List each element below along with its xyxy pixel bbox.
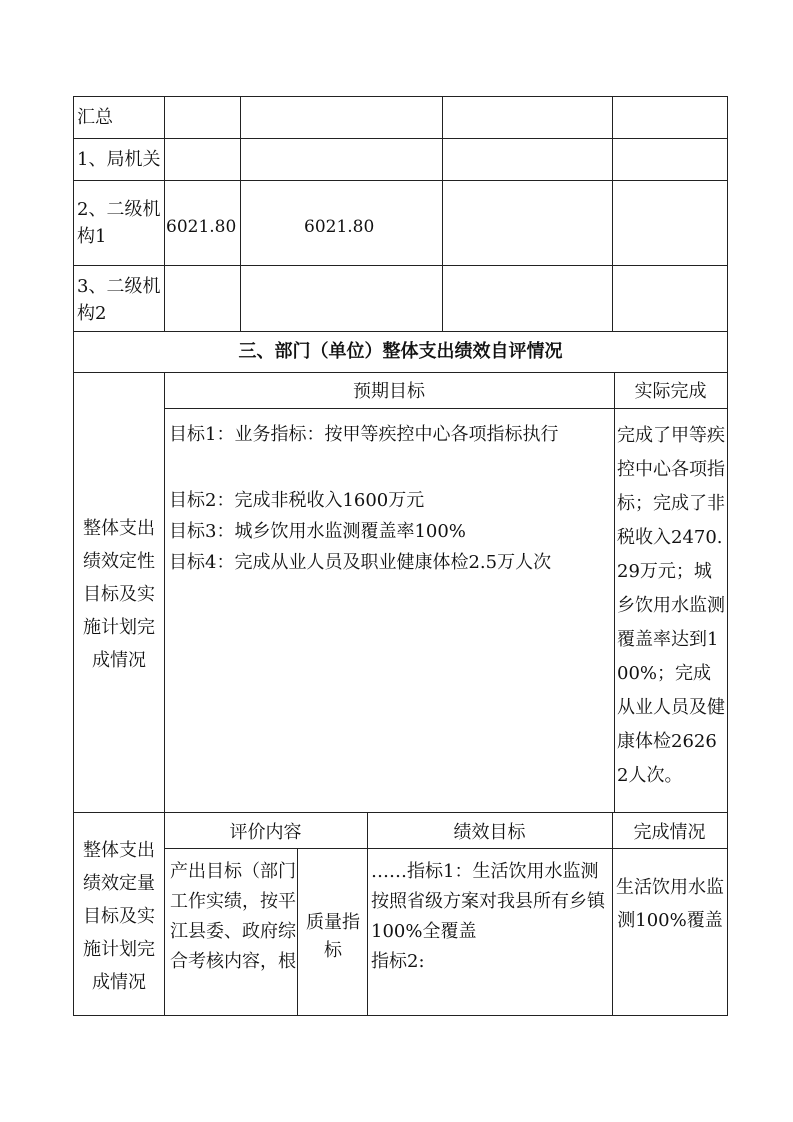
table-border (73, 812, 728, 813)
table-border (73, 331, 728, 332)
completion-status-header: 完成情况 (633, 822, 706, 843)
performance-target-header: 绩效目标 (453, 822, 526, 843)
quantitative-row-label: 整体支出绩效定量目标及实施计划完成情况 (83, 840, 155, 993)
row-label: 汇总 (77, 107, 113, 128)
quality-indicator-label: 质量指标 (306, 912, 360, 961)
row-label: 2、二级机构1 (77, 199, 161, 247)
table-border (164, 848, 728, 849)
table-border (73, 96, 728, 97)
eval-content-header: 评价内容 (229, 822, 302, 843)
table-border (73, 265, 728, 266)
qualitative-row-label: 整体支出绩效定性目标及实施计划完成情况 (83, 518, 155, 671)
table-border (73, 180, 728, 181)
amount-cell: 6021.80 (166, 217, 237, 237)
goal-item: 目标1：业务指标：按甲等疾控中心各项指标执行 (169, 424, 559, 445)
amount-cell: 6021.80 (304, 217, 375, 237)
table-border (73, 1015, 728, 1016)
row-label: 3、二级机构2 (77, 276, 161, 324)
actual-completion-header: 实际完成 (634, 381, 707, 402)
goal-item: 目标4：完成从业人员及职业健康体检2.5万人次 (169, 552, 552, 573)
table-border (164, 408, 728, 409)
table-border (614, 372, 615, 812)
table-border (73, 96, 74, 1016)
target-text: ……指标1：生活饮用水监测按照省级方案对我县所有乡镇100%全覆盖 (371, 861, 605, 942)
output-goal-text: 产出目标（部门工作实绩，按平江县委、政府综合考核内容，根 (170, 861, 296, 972)
goal-item: 目标2：完成非税收入1600万元 (169, 490, 425, 511)
goal-item: 目标3：城乡饮用水监测覆盖率100% (169, 521, 466, 542)
table-border (442, 96, 443, 331)
table-border (73, 372, 728, 373)
row-label: 1、局机关 (77, 149, 161, 170)
table-border (164, 372, 165, 812)
target-text-2: 指标2: (371, 951, 425, 972)
table-border (73, 138, 728, 139)
table-border (240, 96, 241, 331)
actual-completion-text: 完成了甲等疾控中心各项指标；完成了非税收入2470.29万元；城乡饮用水监测覆盖率达到100%；完成从业人员及健康体检26262人次。 (617, 425, 725, 786)
expected-goal-header: 预期目标 (353, 381, 425, 402)
table-border (727, 96, 728, 1016)
completion-text: 生活饮用水监测100%覆盖 (616, 877, 724, 931)
table-border (297, 848, 298, 1015)
table-border (164, 96, 165, 331)
section-title: 三、部门（单位）整体支出绩效自评情况 (238, 341, 563, 362)
table-border (612, 96, 613, 331)
